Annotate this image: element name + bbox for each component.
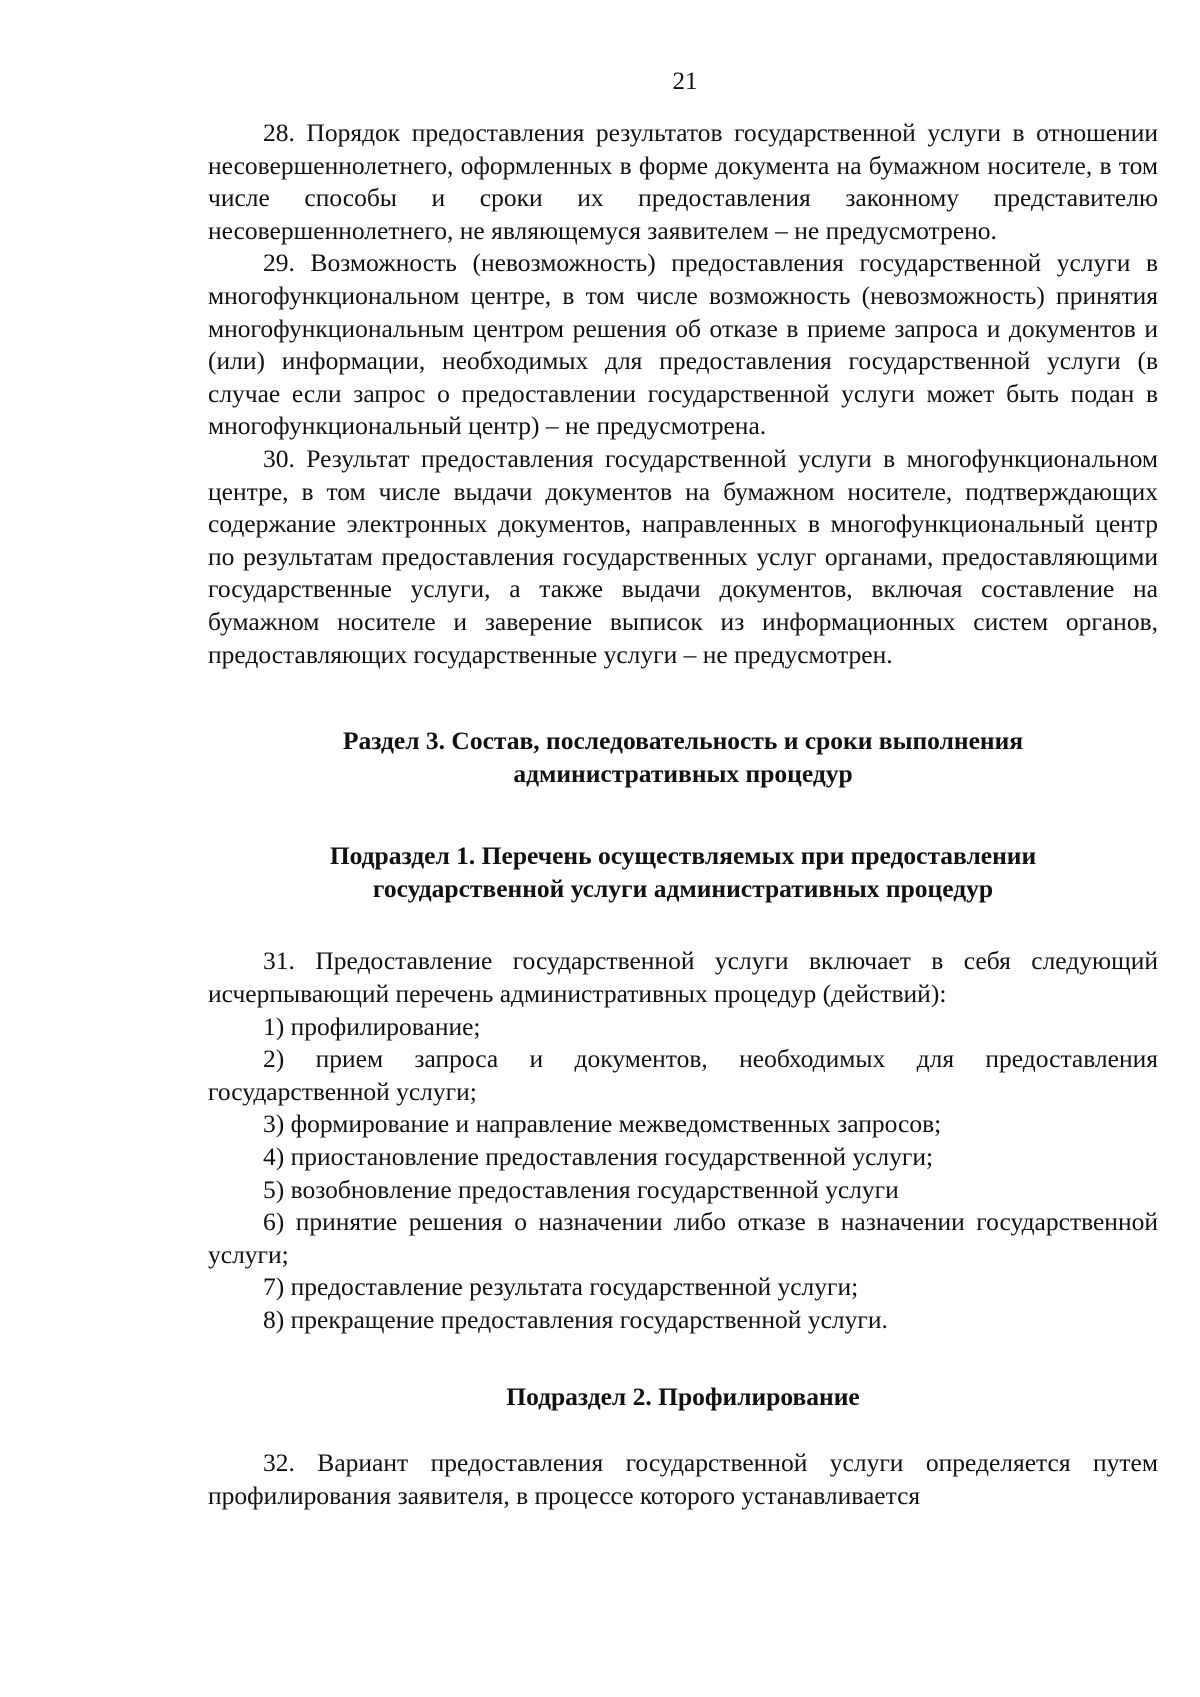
list-item: 3) формирование и направление межведомственных запросов; <box>263 1109 942 1139</box>
paragraph-30: 30. Результат предоставления государственной услуги в многофункциональном центре, в том числе выдачи документов на бумажном носителе, подтверждающих содержание электронных документов, направленных в многофункциональный центр по результатам предоставления государственных услуг органами, предоставляющими государственные услуги, а также выдачи документов, включая составление на бумажном носителе и заверение выписок из информационных систем органов, предоставляющих государственные услуги – не предусмотрен. <box>208 443 1158 669</box>
section-3-heading-line-1: Раздел 3. Состав, последовательность и сроки выполнения <box>342 726 1024 756</box>
paragraph-28: 28. Порядок предоставления результатов государственной услуги в отношении несовершеннолетнего, оформленных в форме документа на бумажном носителе, в том числе способы и сроки их предоставления законному представителю несовершеннолетнего, не являющемуся заявителем – не предусмотрено. <box>208 118 1158 245</box>
paragraph-32: 32. Вариант предоставления государственной услуги определяется путем профилирования заявителя, в процессе которого устанавливается <box>208 1448 1158 1510</box>
section-3-heading <box>208 725 1158 790</box>
list-item: 4) приостановление предоставления государственной услуги; <box>263 1142 934 1172</box>
subsection-1-heading-line-1: Подраздел 1. Перечень осуществляемых при предоставлении <box>329 841 1037 871</box>
subsection-2-heading: Подраздел 2. Профилирование <box>506 1381 860 1411</box>
paragraph-29: 29. Возможность (невозможность) предоставления государственной услуги в многофункциональном центре, в том числе возможность (невозможность) принятия многофункциональным центром решения об отказе в приеме запроса и документов и (или) информации, необходимых для предоставления государственной услуги (в случае если запрос о предоставлении государственной услуги может быть подан в многофункциональный центр) – не предусмотрена. <box>208 248 1158 441</box>
list-item: 8) прекращение предоставления государственной услуги. <box>263 1305 888 1334</box>
list-item: 1) профилирование; <box>263 1011 481 1041</box>
subsection-1-heading <box>208 840 1158 905</box>
paragraph-31: 31. Предоставление государственной услуги включает в себя следующий исчерпывающий перечень административных процедур (действий): <box>208 946 1158 1009</box>
list-item: 2) прием запроса и документов, необходимых для предоставления государственной услуги; <box>208 1044 1158 1106</box>
page-number: 21 <box>672 68 698 95</box>
list-item: 6) принятие решения о назначении либо отказе в назначении государственной услуги; <box>208 1207 1158 1269</box>
list-item: 5) возобновление предоставления государственной услуги <box>263 1174 899 1204</box>
procedure-list <box>208 1011 1158 1337</box>
list-item: 7) предоставление результата государственной услуги; <box>263 1272 859 1302</box>
document-body <box>208 117 1158 1512</box>
section-3-heading-line-2: административных процедур <box>513 758 853 788</box>
subsection-1-heading-line-2: государственной услуги административных процедур <box>372 873 994 903</box>
